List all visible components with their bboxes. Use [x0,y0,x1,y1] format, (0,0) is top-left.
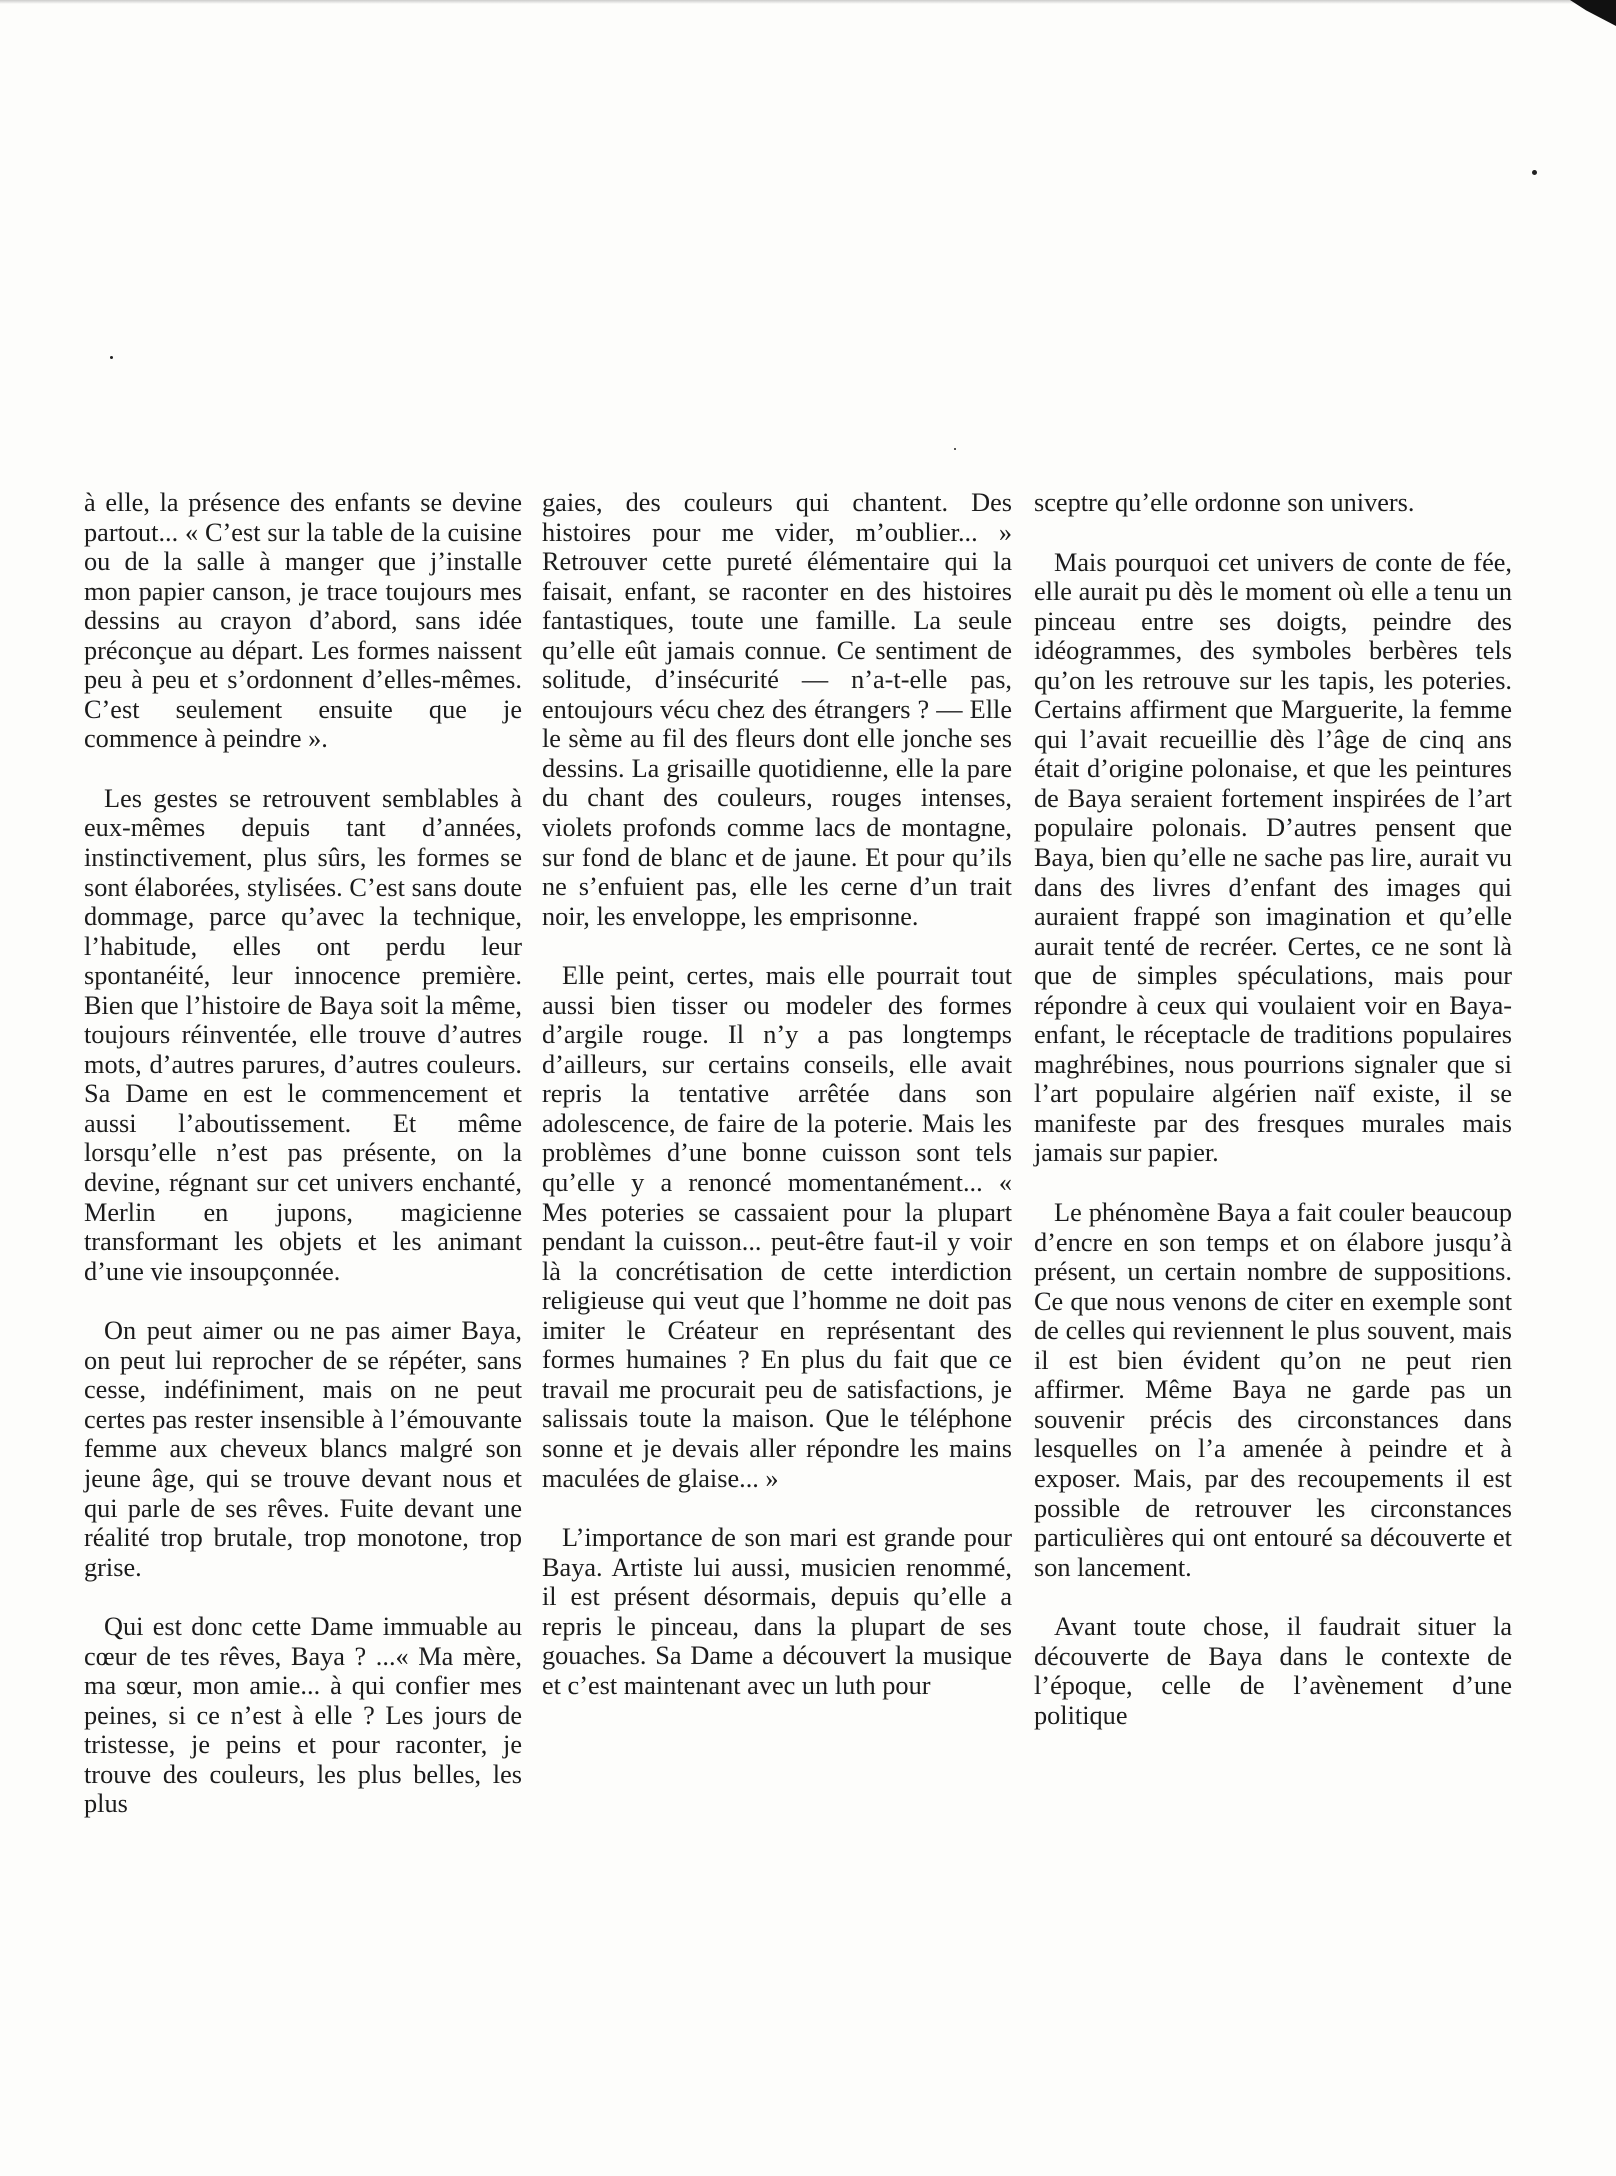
ink-speck [1532,170,1537,175]
paragraph: On peut aimer ou ne pas aimer Baya, on peut lui reprocher de se répéter, sans cesse, indéfiniment, mais on ne peut certes pas rester insensible à l’émouvante femme aux cheveux blancs malgré son jeune âge, qui se trouve devant nous et qui parle de ses rêves. Fuite devant une réalité trop brutale, trop monotone, trop grise. [84,1316,522,1582]
text-column-1 [84,488,522,1819]
ink-speck [954,448,956,450]
scan-corner-shadow [1570,0,1616,26]
paragraph: Les gestes se retrouvent semblables à eux-mêmes depuis tant d’années, instinctivement, plus sûrs, les formes se sont élaborées, stylisées. C’est sans doute dommage, parce qu’avec la technique, l’habitude, elles ont perdu leur spontanéité, leur innocence première. Bien que l’histoire de Baya soit la même, toujours réinventée, elle trouve d’autres mots, d’autres parures, d’autres couleurs. Sa Dame en est le commencement et aussi l’aboutissement. Et même lorsqu’elle n’est pas présente, on la devine, régnant sur cet univers enchanté, Merlin en jupons, magicienne transformant les objets et les animant d’une vie insoupçonnée. [84,783,522,1286]
paragraph: Qui est donc cette Dame immuable au cœur de tes rêves, Baya ? ...« Ma mère, ma sœur, mon amie... à qui confier mes peines, si ce n’est à elle ? Les jours de tristesse, je peins et pour raconter, je trouve des couleurs, les plus belles, les plus [84,1612,522,1819]
ink-speck [110,356,113,359]
paragraph: Mais pourquoi cet univers de conte de fée, elle aurait pu dès le moment où elle a tenu un pinceau entre ses doigts, peindre des idéogrammes, des symboles berbères tels qu’on les retrouve sur les tapis, les poteries. Certains affirment que Marguerite, la femme qui l’avait recueillie dès l’âge de cinq ans était d’origine polonaise, et que les peintures de Baya seraient fortement inspirées de l’art populaire polonais. D’autres pensent que Baya, bien qu’elle ne sache pas lire, aurait vu dans des livres d’enfant des images qui auraient frappé son imagination et qu’elle aurait tenté de recréer. Certes, ce ne sont là que de simples spéculations, mais pour répondre à ceux qui voulaient voir en Baya-enfant, le réceptacle de traditions populaires maghrébines, nous pourrions signaler que si l’art populaire algérien naïf existe, il se manifeste par des fresques murales mais jamais sur papier. [1034,547,1512,1168]
paragraph: Le phénomène Baya a fait couler beaucoup d’encre en son temps et on élabore jusqu’à présent, un certain nombre de suppositions. Ce que nous venons de citer en exemple sont de celles qui reviennent le plus souvent, mais il est bien évident qu’on ne peut rien affirmer. Même Baya ne garde pas un souvenir précis des circonstances dans lesquelles on l’a amenée à peindre et à exposer. Mais, par des recoupements il est possible de retrouver les circonstances particulières qui ont entouré sa découverte et son lancement. [1034,1198,1512,1582]
paragraph: Avant toute chose, il faudrait situer la découverte de Baya dans le contexte de l’époque, celle de l’avènement d’une politique [1034,1612,1512,1730]
text-column-3 [1034,488,1512,1730]
paragraph: gaies, des couleurs qui chantent. Des histoires pour me vider, m’oublier... » Retrouver cette pureté élémentaire qui la faisait, enfant, se raconter en des histoires fantastiques, toute une famille. La seule qu’elle eût jamais connue. Ce sentiment de solitude, d’insécurité — n’a-t-elle pas, entoujours vécu chez des étrangers ? — Elle le sème au fil des fleurs dont elle jonche ses dessins. La grisaille quotidienne, elle la pare du chant des couleurs, rouges intenses, violets profonds comme lacs de montagne, sur fond de blanc et de jaune. Et pour qu’ils ne s’enfuient pas, elle les cerne d’un trait noir, les enveloppe, les emprisonne. [542,488,1012,931]
scan-top-edge [0,0,1616,4]
paragraph: Elle peint, certes, mais elle pourrait tout aussi bien tisser ou modeler des formes d’argile rouge. Il n’y a pas longtemps d’ailleurs, sur certains conseils, elle avait repris la tentative arrêtée dans son adolescence, de faire de la poterie. Mais les problèmes d’une bonne cuisson sont tels qu’elle y a renoncé momentanément... « Mes poteries se cassaient pour la plupart pendant la cuisson... peut-être faut-il y voir là la concrétisation de cette interdiction religieuse qui veut que l’homme ne doit pas imiter le Créateur en représentant des formes humaines ? En plus du fait que ce travail me procurait peu de satisfactions, je salissais toute la maison. Que le téléphone sonne et je devais aller répondre les mains maculées de glaise... » [542,961,1012,1493]
text-column-2 [542,488,1012,1700]
paragraph: L’importance de son mari est grande pour Baya. Artiste lui aussi, musicien renommé, il est présent désormais, depuis qu’elle a repris le pinceau, dans la plupart de ses gouaches. Sa Dame a découvert la musique et c’est maintenant avec un luth pour [542,1523,1012,1700]
paragraph: sceptre qu’elle ordonne son univers. [1034,488,1415,517]
paragraph: à elle, la présence des enfants se devine partout... « C’est sur la table de la cuisine ou de la salle à manger que j’installe mon papier canson, je trace toujours mes dessins au crayon d’abord, sans idée préconçue au départ. Les formes naissent peu à peu et s’ordonnent d’elles-mêmes. C’est seulement ensuite que je commence à peindre ». [84,488,522,754]
